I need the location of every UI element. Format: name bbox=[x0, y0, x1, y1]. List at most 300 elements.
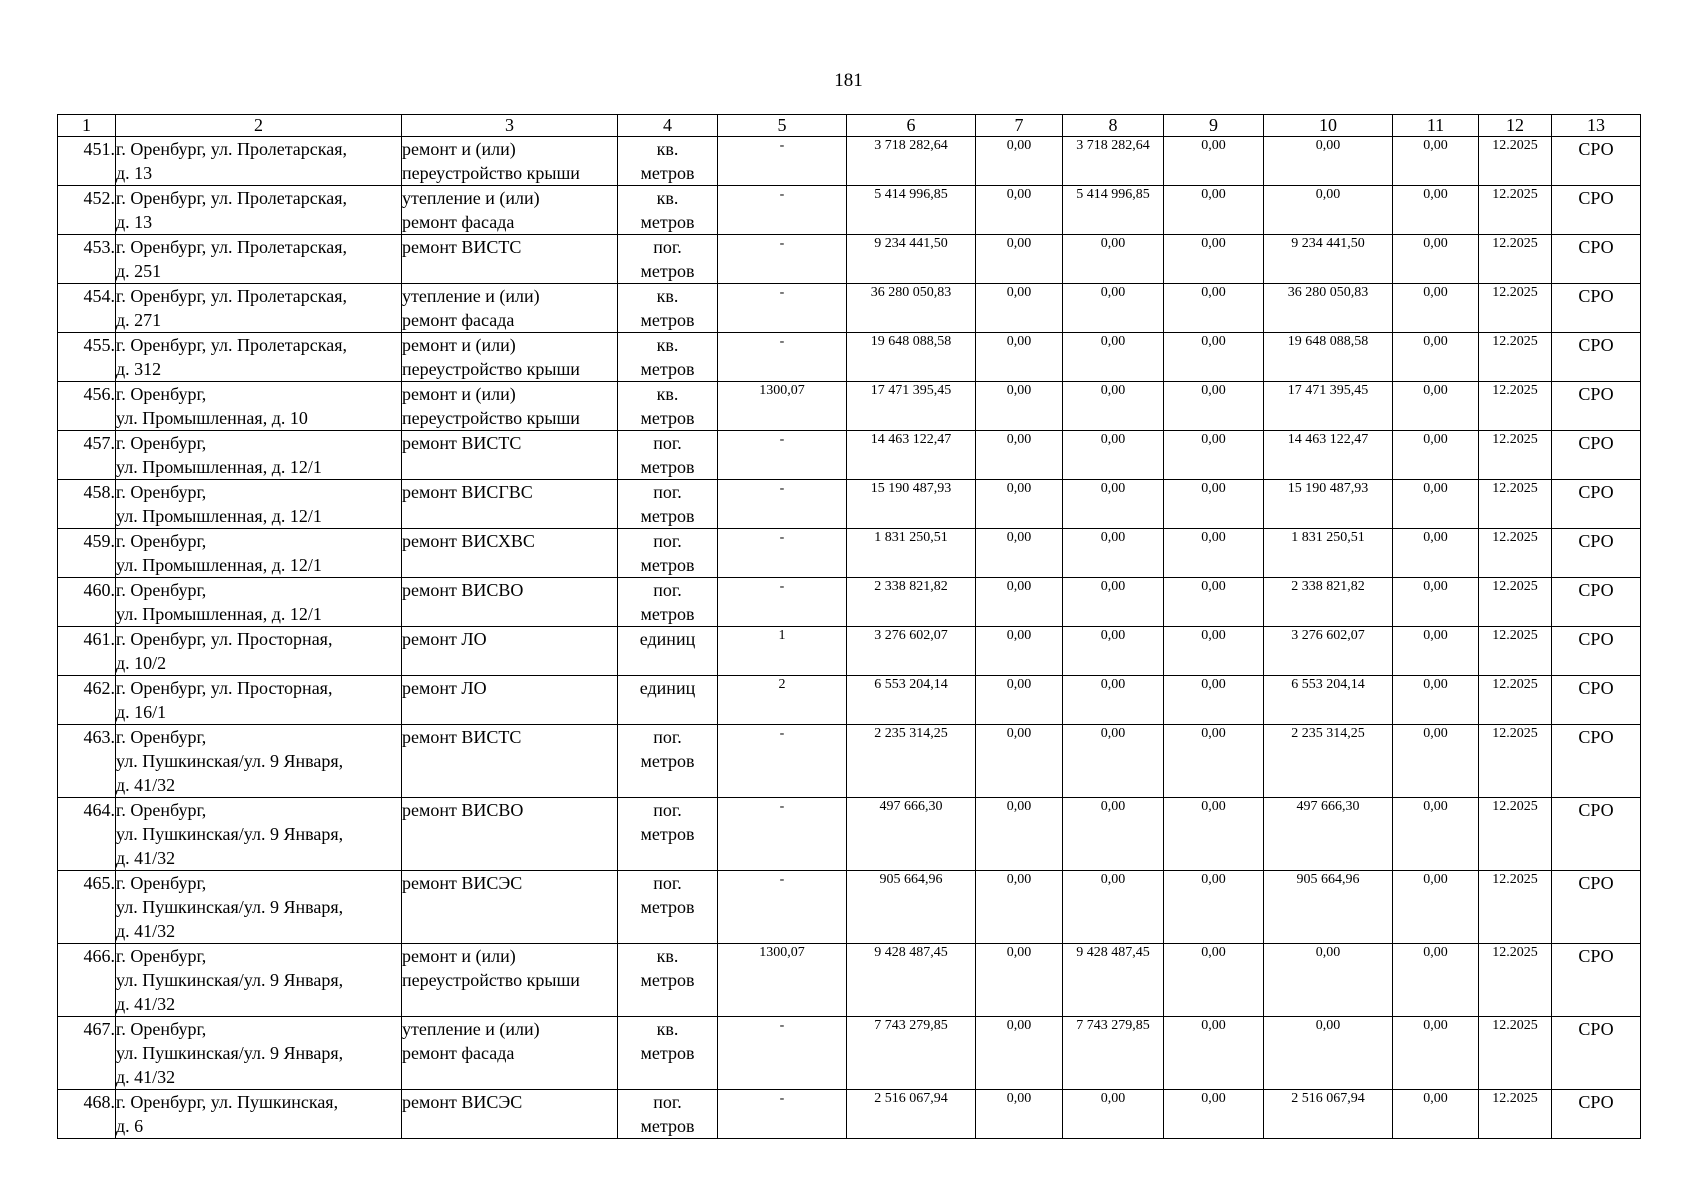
work-type-cell bbox=[402, 333, 618, 382]
col8-cell: 0,00 bbox=[1063, 676, 1164, 725]
volume-cell: - bbox=[718, 1090, 847, 1139]
col11-cell: 0,00 bbox=[1393, 944, 1479, 1017]
work-type-cell bbox=[402, 284, 618, 333]
col10-cell: 3 276 602,07 bbox=[1264, 627, 1393, 676]
col8-cell: 0,00 bbox=[1063, 382, 1164, 431]
unit-cell bbox=[618, 1090, 718, 1139]
unit-cell bbox=[618, 333, 718, 382]
unit-cell-line: метров bbox=[640, 970, 695, 990]
volume-cell: - bbox=[718, 137, 847, 186]
address-cell bbox=[116, 944, 402, 1017]
address-cell-line: ул. Пушкинская/ул. 9 Января, bbox=[116, 897, 344, 917]
unit-cell bbox=[618, 529, 718, 578]
unit-cell-line: кв. bbox=[656, 946, 679, 966]
volume-cell: 2 bbox=[718, 676, 847, 725]
address-cell-line: д. 13 bbox=[116, 163, 153, 183]
address-cell-line: д. 41/32 bbox=[116, 775, 176, 795]
unit-cell-line: кв. bbox=[656, 384, 679, 404]
address-cell-line: д. 271 bbox=[116, 310, 162, 330]
unit-cell-line: единиц bbox=[639, 629, 696, 649]
address-cell-line: д. 312 bbox=[116, 359, 162, 379]
col11-cell: 0,00 bbox=[1393, 871, 1479, 944]
work-type-cell bbox=[402, 1017, 618, 1090]
col8-cell: 0,00 bbox=[1063, 235, 1164, 284]
deadline-cell: 12.2025 bbox=[1479, 186, 1552, 235]
work-type-cell-line: утепление и (или) bbox=[402, 286, 540, 306]
col9-cell: 0,00 bbox=[1164, 1090, 1264, 1139]
executor-cell: СРО bbox=[1552, 798, 1641, 871]
work-type-cell-line: переустройство крыши bbox=[402, 163, 580, 183]
work-type-cell bbox=[402, 382, 618, 431]
col11-cell: 0,00 bbox=[1393, 480, 1479, 529]
unit-cell-line: пог. bbox=[653, 237, 682, 257]
unit-cell-line: метров bbox=[640, 1116, 695, 1136]
column-header-13: 13 bbox=[1552, 115, 1641, 137]
executor-cell: СРО bbox=[1552, 871, 1641, 944]
col11-cell: 0,00 bbox=[1393, 798, 1479, 871]
address-cell-line: д. 251 bbox=[116, 261, 162, 281]
volume-cell: - bbox=[718, 431, 847, 480]
work-type-cell-line: ремонт ЛО bbox=[402, 629, 487, 649]
unit-cell-line: метров bbox=[640, 310, 695, 330]
unit-cell bbox=[618, 871, 718, 944]
total-cost-cell: 3 718 282,64 bbox=[847, 137, 976, 186]
unit-cell bbox=[618, 627, 718, 676]
deadline-cell: 12.2025 bbox=[1479, 382, 1552, 431]
col8-cell: 0,00 bbox=[1063, 725, 1164, 798]
unit-cell-line: кв. bbox=[656, 188, 679, 208]
col11-cell: 0,00 bbox=[1393, 333, 1479, 382]
col7-cell: 0,00 bbox=[976, 235, 1063, 284]
row-number: 462. bbox=[58, 676, 116, 725]
col9-cell: 0,00 bbox=[1164, 798, 1264, 871]
volume-cell: - bbox=[718, 578, 847, 627]
column-header-1: 1 bbox=[58, 115, 116, 137]
unit-cell bbox=[618, 798, 718, 871]
volume-cell: 1300,07 bbox=[718, 382, 847, 431]
col9-cell: 0,00 bbox=[1164, 382, 1264, 431]
unit-cell-line: пог. bbox=[653, 1092, 682, 1112]
table-row bbox=[58, 235, 1641, 284]
unit-cell-line: метров bbox=[640, 163, 695, 183]
deadline-cell: 12.2025 bbox=[1479, 1090, 1552, 1139]
col11-cell: 0,00 bbox=[1393, 186, 1479, 235]
address-cell-line: г. Оренбург, bbox=[116, 946, 207, 966]
address-cell-line: г. Оренбург, ул. Пролетарская, bbox=[116, 335, 348, 355]
row-number: 457. bbox=[58, 431, 116, 480]
volume-cell: - bbox=[718, 333, 847, 382]
col7-cell: 0,00 bbox=[976, 725, 1063, 798]
address-cell bbox=[116, 137, 402, 186]
work-type-cell-line: ремонт и (или) bbox=[402, 946, 516, 966]
work-type-cell bbox=[402, 798, 618, 871]
executor-cell: СРО bbox=[1552, 333, 1641, 382]
col7-cell: 0,00 bbox=[976, 578, 1063, 627]
total-cost-cell: 36 280 050,83 bbox=[847, 284, 976, 333]
address-cell-line: ул. Промышленная, д. 12/1 bbox=[116, 604, 322, 624]
col7-cell: 0,00 bbox=[976, 431, 1063, 480]
row-number: 461. bbox=[58, 627, 116, 676]
address-cell bbox=[116, 725, 402, 798]
executor-cell: СРО bbox=[1552, 725, 1641, 798]
volume-cell: - bbox=[718, 725, 847, 798]
col7-cell: 0,00 bbox=[976, 676, 1063, 725]
unit-cell-line: пог. bbox=[653, 873, 682, 893]
work-type-cell bbox=[402, 1090, 618, 1139]
volume-cell: - bbox=[718, 186, 847, 235]
deadline-cell: 12.2025 bbox=[1479, 235, 1552, 284]
address-cell bbox=[116, 186, 402, 235]
row-number: 456. bbox=[58, 382, 116, 431]
col11-cell: 0,00 bbox=[1393, 578, 1479, 627]
executor-cell: СРО bbox=[1552, 480, 1641, 529]
column-header-7: 7 bbox=[976, 115, 1063, 137]
address-cell bbox=[116, 1090, 402, 1139]
address-cell-line: г. Оренбург, bbox=[116, 727, 207, 747]
unit-cell-line: пог. bbox=[653, 482, 682, 502]
executor-cell: СРО bbox=[1552, 1090, 1641, 1139]
work-type-cell-line: переустройство крыши bbox=[402, 970, 580, 990]
deadline-cell: 12.2025 bbox=[1479, 944, 1552, 1017]
address-cell-line: г. Оренбург, ул. Пролетарская, bbox=[116, 237, 348, 257]
column-header-9: 9 bbox=[1164, 115, 1264, 137]
work-type-cell-line: ремонт фасада bbox=[402, 1043, 515, 1063]
deadline-cell: 12.2025 bbox=[1479, 480, 1552, 529]
address-cell-line: г. Оренбург, ул. Пролетарская, bbox=[116, 139, 348, 159]
col11-cell: 0,00 bbox=[1393, 137, 1479, 186]
work-type-cell bbox=[402, 627, 618, 676]
address-cell bbox=[116, 333, 402, 382]
unit-cell-line: пог. bbox=[653, 580, 682, 600]
col7-cell: 0,00 bbox=[976, 529, 1063, 578]
address-cell-line: ул. Пушкинская/ул. 9 Января, bbox=[116, 970, 344, 990]
table-row bbox=[58, 627, 1641, 676]
total-cost-cell: 17 471 395,45 bbox=[847, 382, 976, 431]
table-row bbox=[58, 137, 1641, 186]
executor-cell: СРО bbox=[1552, 284, 1641, 333]
table-row bbox=[58, 1090, 1641, 1139]
work-type-cell-line: ремонт и (или) bbox=[402, 384, 516, 404]
executor-cell: СРО bbox=[1552, 627, 1641, 676]
col11-cell: 0,00 bbox=[1393, 676, 1479, 725]
address-cell-line: г. Оренбург, bbox=[116, 482, 207, 502]
address-cell-line: д. 41/32 bbox=[116, 848, 176, 868]
row-number: 464. bbox=[58, 798, 116, 871]
column-header-8: 8 bbox=[1063, 115, 1164, 137]
col7-cell: 0,00 bbox=[976, 186, 1063, 235]
total-cost-cell: 905 664,96 bbox=[847, 871, 976, 944]
total-cost-cell: 497 666,30 bbox=[847, 798, 976, 871]
work-type-cell-line: ремонт и (или) bbox=[402, 335, 516, 355]
work-type-cell bbox=[402, 944, 618, 1017]
work-type-cell bbox=[402, 235, 618, 284]
deadline-cell: 12.2025 bbox=[1479, 798, 1552, 871]
total-cost-cell: 9 428 487,45 bbox=[847, 944, 976, 1017]
total-cost-cell: 5 414 996,85 bbox=[847, 186, 976, 235]
col9-cell: 0,00 bbox=[1164, 235, 1264, 284]
unit-cell-line: метров bbox=[640, 506, 695, 526]
volume-cell: - bbox=[718, 1017, 847, 1090]
work-type-cell bbox=[402, 431, 618, 480]
unit-cell-line: кв. bbox=[656, 1019, 679, 1039]
work-type-cell-line: ремонт ВИСЭС bbox=[402, 873, 523, 893]
col8-cell: 0,00 bbox=[1063, 798, 1164, 871]
total-cost-cell: 3 276 602,07 bbox=[847, 627, 976, 676]
address-cell-line: ул. Пушкинская/ул. 9 Января, bbox=[116, 824, 344, 844]
volume-cell: - bbox=[718, 529, 847, 578]
work-type-cell bbox=[402, 676, 618, 725]
unit-cell bbox=[618, 235, 718, 284]
table-row bbox=[58, 529, 1641, 578]
col8-cell: 7 743 279,85 bbox=[1063, 1017, 1164, 1090]
col9-cell: 0,00 bbox=[1164, 431, 1264, 480]
executor-cell: СРО bbox=[1552, 382, 1641, 431]
volume-cell: 1300,07 bbox=[718, 944, 847, 1017]
deadline-cell: 12.2025 bbox=[1479, 1017, 1552, 1090]
work-type-cell-line: ремонт ВИСТС bbox=[402, 433, 522, 453]
address-cell bbox=[116, 284, 402, 333]
unit-cell-line: метров bbox=[640, 1043, 695, 1063]
col8-cell: 0,00 bbox=[1063, 627, 1164, 676]
work-type-cell-line: утепление и (или) bbox=[402, 1019, 540, 1039]
col10-cell: 36 280 050,83 bbox=[1264, 284, 1393, 333]
table-row bbox=[58, 284, 1641, 333]
row-number: 455. bbox=[58, 333, 116, 382]
col7-cell: 0,00 bbox=[976, 284, 1063, 333]
col10-cell: 0,00 bbox=[1264, 944, 1393, 1017]
col8-cell: 0,00 bbox=[1063, 871, 1164, 944]
work-type-cell-line: ремонт ВИСГВС bbox=[402, 482, 533, 502]
col9-cell: 0,00 bbox=[1164, 284, 1264, 333]
unit-cell bbox=[618, 480, 718, 529]
executor-cell: СРО bbox=[1552, 1017, 1641, 1090]
total-cost-cell: 9 234 441,50 bbox=[847, 235, 976, 284]
unit-cell-line: пог. bbox=[653, 433, 682, 453]
volume-cell: - bbox=[718, 480, 847, 529]
total-cost-cell: 2 338 821,82 bbox=[847, 578, 976, 627]
table-row bbox=[58, 186, 1641, 235]
work-type-cell-line: ремонт фасада bbox=[402, 212, 515, 232]
address-cell-line: ул. Промышленная, д. 12/1 bbox=[116, 555, 322, 575]
col10-cell: 0,00 bbox=[1264, 1017, 1393, 1090]
unit-cell-line: кв. bbox=[656, 286, 679, 306]
col10-cell: 2 235 314,25 bbox=[1264, 725, 1393, 798]
total-cost-cell: 14 463 122,47 bbox=[847, 431, 976, 480]
deadline-cell: 12.2025 bbox=[1479, 431, 1552, 480]
work-type-cell-line: ремонт ВИСХВС bbox=[402, 531, 535, 551]
table-row bbox=[58, 1017, 1641, 1090]
table-row bbox=[58, 480, 1641, 529]
col9-cell: 0,00 bbox=[1164, 725, 1264, 798]
work-type-cell-line: ремонт ВИСЭС bbox=[402, 1092, 523, 1112]
column-header-11: 11 bbox=[1393, 115, 1479, 137]
col11-cell: 0,00 bbox=[1393, 529, 1479, 578]
total-cost-cell: 2 516 067,94 bbox=[847, 1090, 976, 1139]
address-cell-line: д. 6 bbox=[116, 1116, 144, 1136]
work-type-cell-line: ремонт ВИСТС bbox=[402, 727, 522, 747]
col10-cell: 0,00 bbox=[1264, 137, 1393, 186]
work-type-cell bbox=[402, 725, 618, 798]
table-row bbox=[58, 676, 1641, 725]
address-cell-line: г. Оренбург, ул. Пролетарская, bbox=[116, 286, 348, 306]
column-header-6: 6 bbox=[847, 115, 976, 137]
row-number: 468. bbox=[58, 1090, 116, 1139]
col10-cell: 0,00 bbox=[1264, 186, 1393, 235]
work-type-cell bbox=[402, 186, 618, 235]
total-cost-cell: 7 743 279,85 bbox=[847, 1017, 976, 1090]
address-cell-line: г. Оренбург, bbox=[116, 1019, 207, 1039]
work-type-cell bbox=[402, 529, 618, 578]
col8-cell: 0,00 bbox=[1063, 284, 1164, 333]
row-number: 465. bbox=[58, 871, 116, 944]
address-cell bbox=[116, 798, 402, 871]
header-row bbox=[58, 115, 1641, 137]
unit-cell-line: метров bbox=[640, 555, 695, 575]
address-cell-line: ул. Промышленная, д. 12/1 bbox=[116, 457, 322, 477]
unit-cell-line: метров bbox=[640, 359, 695, 379]
address-cell-line: ул. Промышленная, д. 10 bbox=[116, 408, 308, 428]
row-number: 463. bbox=[58, 725, 116, 798]
col7-cell: 0,00 bbox=[976, 798, 1063, 871]
row-number: 458. bbox=[58, 480, 116, 529]
unit-cell bbox=[618, 725, 718, 798]
column-header-2: 2 bbox=[116, 115, 402, 137]
col8-cell: 0,00 bbox=[1063, 529, 1164, 578]
work-type-cell bbox=[402, 871, 618, 944]
unit-cell-line: метров bbox=[640, 408, 695, 428]
col8-cell: 3 718 282,64 bbox=[1063, 137, 1164, 186]
col9-cell: 0,00 bbox=[1164, 1017, 1264, 1090]
unit-cell-line: пог. bbox=[653, 531, 682, 551]
col10-cell: 497 666,30 bbox=[1264, 798, 1393, 871]
table-row bbox=[58, 382, 1641, 431]
unit-cell-line: единиц bbox=[639, 678, 696, 698]
col9-cell: 0,00 bbox=[1164, 944, 1264, 1017]
deadline-cell: 12.2025 bbox=[1479, 333, 1552, 382]
col10-cell: 9 234 441,50 bbox=[1264, 235, 1393, 284]
col11-cell: 0,00 bbox=[1393, 725, 1479, 798]
address-cell-line: ул. Пушкинская/ул. 9 Января, bbox=[116, 1043, 344, 1063]
col10-cell: 6 553 204,14 bbox=[1264, 676, 1393, 725]
unit-cell bbox=[618, 186, 718, 235]
column-header-5: 5 bbox=[718, 115, 847, 137]
executor-cell: СРО bbox=[1552, 578, 1641, 627]
executor-cell: СРО bbox=[1552, 944, 1641, 1017]
address-cell bbox=[116, 480, 402, 529]
total-cost-cell: 2 235 314,25 bbox=[847, 725, 976, 798]
col7-cell: 0,00 bbox=[976, 1017, 1063, 1090]
col8-cell: 0,00 bbox=[1063, 480, 1164, 529]
address-cell-line: г. Оренбург, bbox=[116, 873, 207, 893]
works-table bbox=[57, 114, 1641, 1139]
col7-cell: 0,00 bbox=[976, 382, 1063, 431]
address-cell-line: д. 10/2 bbox=[116, 653, 167, 673]
deadline-cell: 12.2025 bbox=[1479, 529, 1552, 578]
work-type-cell-line: ремонт ВИСТС bbox=[402, 237, 522, 257]
table-row bbox=[58, 431, 1641, 480]
col9-cell: 0,00 bbox=[1164, 186, 1264, 235]
address-cell-line: д. 13 bbox=[116, 212, 153, 232]
volume-cell: - bbox=[718, 235, 847, 284]
col11-cell: 0,00 bbox=[1393, 382, 1479, 431]
work-type-cell-line: утепление и (или) bbox=[402, 188, 540, 208]
executor-cell: СРО bbox=[1552, 431, 1641, 480]
col11-cell: 0,00 bbox=[1393, 1017, 1479, 1090]
row-number: 452. bbox=[58, 186, 116, 235]
total-cost-cell: 6 553 204,14 bbox=[847, 676, 976, 725]
address-cell bbox=[116, 431, 402, 480]
deadline-cell: 12.2025 bbox=[1479, 676, 1552, 725]
col7-cell: 0,00 bbox=[976, 333, 1063, 382]
work-type-cell-line: ремонт фасада bbox=[402, 310, 515, 330]
col7-cell: 0,00 bbox=[976, 871, 1063, 944]
executor-cell: СРО bbox=[1552, 137, 1641, 186]
address-cell bbox=[116, 235, 402, 284]
total-cost-cell: 1 831 250,51 bbox=[847, 529, 976, 578]
deadline-cell: 12.2025 bbox=[1479, 871, 1552, 944]
unit-cell-line: пог. bbox=[653, 727, 682, 747]
col11-cell: 0,00 bbox=[1393, 431, 1479, 480]
col9-cell: 0,00 bbox=[1164, 871, 1264, 944]
address-cell bbox=[116, 529, 402, 578]
unit-cell bbox=[618, 431, 718, 480]
work-type-cell-line: переустройство крыши bbox=[402, 359, 580, 379]
work-type-cell-line: переустройство крыши bbox=[402, 408, 580, 428]
row-number: 453. bbox=[58, 235, 116, 284]
row-number: 466. bbox=[58, 944, 116, 1017]
volume-cell: - bbox=[718, 798, 847, 871]
column-header-3: 3 bbox=[402, 115, 618, 137]
col8-cell: 5 414 996,85 bbox=[1063, 186, 1164, 235]
work-type-cell bbox=[402, 578, 618, 627]
total-cost-cell: 15 190 487,93 bbox=[847, 480, 976, 529]
row-number: 451. bbox=[58, 137, 116, 186]
address-cell bbox=[116, 676, 402, 725]
unit-cell-line: метров bbox=[640, 751, 695, 771]
table-row bbox=[58, 578, 1641, 627]
col11-cell: 0,00 bbox=[1393, 1090, 1479, 1139]
col9-cell: 0,00 bbox=[1164, 137, 1264, 186]
address-cell-line: ул. Промышленная, д. 12/1 bbox=[116, 506, 322, 526]
deadline-cell: 12.2025 bbox=[1479, 284, 1552, 333]
address-cell-line: г. Оренбург, bbox=[116, 384, 207, 404]
col9-cell: 0,00 bbox=[1164, 627, 1264, 676]
address-cell bbox=[116, 382, 402, 431]
col8-cell: 0,00 bbox=[1063, 431, 1164, 480]
row-number: 467. bbox=[58, 1017, 116, 1090]
address-cell bbox=[116, 1017, 402, 1090]
work-type-cell bbox=[402, 137, 618, 186]
deadline-cell: 12.2025 bbox=[1479, 725, 1552, 798]
address-cell-line: г. Оренбург, bbox=[116, 531, 207, 551]
address-cell-line: д. 16/1 bbox=[116, 702, 167, 722]
unit-cell-line: кв. bbox=[656, 335, 679, 355]
unit-cell bbox=[618, 284, 718, 333]
address-cell-line: д. 41/32 bbox=[116, 1067, 176, 1087]
address-cell-line: ул. Пушкинская/ул. 9 Января, bbox=[116, 751, 344, 771]
work-type-cell-line: ремонт ВИСВО bbox=[402, 800, 524, 820]
col10-cell: 905 664,96 bbox=[1264, 871, 1393, 944]
col9-cell: 0,00 bbox=[1164, 578, 1264, 627]
work-type-cell-line: ремонт и (или) bbox=[402, 139, 516, 159]
page-number: 181 bbox=[834, 70, 863, 91]
deadline-cell: 12.2025 bbox=[1479, 578, 1552, 627]
col8-cell: 0,00 bbox=[1063, 578, 1164, 627]
col7-cell: 0,00 bbox=[976, 944, 1063, 1017]
table-row bbox=[58, 333, 1641, 382]
executor-cell: СРО bbox=[1552, 676, 1641, 725]
col10-cell: 19 648 088,58 bbox=[1264, 333, 1393, 382]
